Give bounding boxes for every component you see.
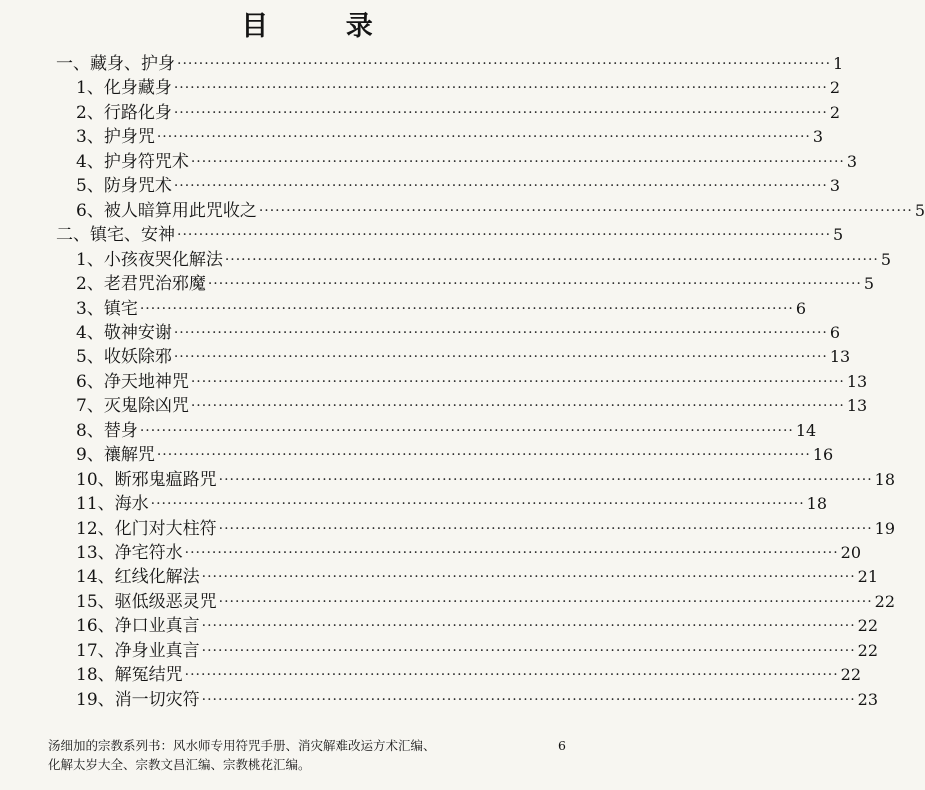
toc-page-number: 13 xyxy=(846,396,868,416)
toc-entry-label: 4、敬神安谢 xyxy=(76,322,172,343)
toc-entry-label: 12、化门对大柱符 xyxy=(76,518,217,539)
toc-entry xyxy=(76,370,868,394)
toc-entry-label: 3、护身咒 xyxy=(76,127,155,148)
toc-entry xyxy=(76,443,834,467)
page-number: 6 xyxy=(558,738,566,753)
toc-entry-label: 19、消一切灾符 xyxy=(76,689,200,710)
toc-page-number: 2 xyxy=(829,102,841,122)
toc-entry xyxy=(76,468,896,492)
dot-leader: ························································································································ xyxy=(177,227,832,244)
toc-entry-label: 2、行路化身 xyxy=(76,102,172,123)
toc-page-number: 2 xyxy=(829,78,841,98)
toc-entry xyxy=(76,639,879,663)
toc-entry xyxy=(76,272,875,296)
toc-page-number: 3 xyxy=(812,127,824,147)
toc-page-number: 14 xyxy=(795,420,817,440)
toc-entry xyxy=(76,419,817,443)
toc-entry xyxy=(76,297,807,321)
dot-leader: ························································································································ xyxy=(139,422,794,439)
toc-page-number: 23 xyxy=(857,689,879,709)
dot-leader: ························································································································ xyxy=(177,56,832,72)
toc-page-number: 5 xyxy=(833,225,844,245)
toc-entry-label: 6、被人暗算用此咒收之 xyxy=(76,200,257,221)
dot-leader: ························································································································ xyxy=(224,251,879,268)
toc-entry-label: 5、防身咒术 xyxy=(76,176,172,197)
toc-entry xyxy=(76,688,879,712)
dot-leader: ························································································································ xyxy=(150,496,805,513)
toc-entry-label: 10、断邪鬼瘟路咒 xyxy=(76,469,217,490)
toc-entry xyxy=(76,492,828,516)
toc-section-heading xyxy=(56,223,844,247)
dot-leader: ························································································································ xyxy=(201,569,856,586)
dot-leader: ························································································································ xyxy=(258,202,913,219)
toc-page-number: 6 xyxy=(795,298,807,318)
dot-leader: ························································································································ xyxy=(173,349,828,366)
toc-entry-label: 7、灭鬼除凶咒 xyxy=(76,396,189,417)
toc-page-number: 5 xyxy=(863,274,875,294)
toc-entry-label: 3、镇宅 xyxy=(76,298,138,319)
dot-leader: ························································································································ xyxy=(218,520,873,537)
toc-page-number: 13 xyxy=(846,371,868,391)
toc-page-number: 19 xyxy=(874,518,896,538)
toc-page-number: 5 xyxy=(914,200,925,220)
toc-page-number: 3 xyxy=(846,151,858,171)
toc-page-number: 16 xyxy=(812,445,834,465)
dot-leader: ························································································································ xyxy=(207,276,862,293)
toc-page-number: 21 xyxy=(857,567,879,587)
dot-leader: ························································································································ xyxy=(201,618,856,635)
toc-entry-label: 1、小孩夜哭化解法 xyxy=(76,249,223,270)
toc-page-number: 3 xyxy=(829,176,841,196)
toc-page-number: 6 xyxy=(829,322,841,342)
toc-entry xyxy=(76,174,841,198)
toc-entry-label: 8、替身 xyxy=(76,420,138,441)
toc-entry-label: 15、驱低级恶灵咒 xyxy=(76,591,217,612)
toc-page-number: 22 xyxy=(857,616,879,636)
toc-entry xyxy=(76,101,841,125)
toc-section-heading xyxy=(56,52,844,76)
toc-entry-label: 4、护身符咒术 xyxy=(76,151,189,172)
toc-entry xyxy=(76,541,862,565)
dot-leader: ························································································································ xyxy=(156,129,811,146)
toc-page-number: 1 xyxy=(833,54,844,73)
toc-page-number: 20 xyxy=(840,543,862,562)
toc-entry-label: 16、净口业真言 xyxy=(76,616,200,637)
toc-entry xyxy=(76,248,892,272)
toc-entry-label: 11、海水 xyxy=(76,494,149,515)
footer-series-line-2: 化解太岁大全、宗教文昌汇编、宗教桃花汇编。 xyxy=(48,757,311,772)
dot-leader: ························································································································ xyxy=(190,398,845,415)
toc-entry-label: 5、收妖除邪 xyxy=(76,347,172,368)
dot-leader: ························································································································ xyxy=(218,471,873,488)
dot-leader: ························································································································ xyxy=(184,545,839,561)
dot-leader: ························································································································ xyxy=(184,667,839,684)
toc-entry xyxy=(76,199,925,223)
dot-leader: ························································································································ xyxy=(139,300,794,317)
dot-leader: ························································································································ xyxy=(156,447,811,464)
footer-series-line-1: 汤细加的宗教系列书：风水师专用符咒手册、消灾解难改运方术汇编、 xyxy=(48,738,436,753)
toc-entry xyxy=(76,76,841,100)
dot-leader: ························································································································ xyxy=(201,642,856,659)
dot-leader: ························································································································ xyxy=(190,373,845,390)
toc-page-number: 22 xyxy=(840,665,862,685)
dot-leader: ························································································································ xyxy=(190,153,845,170)
toc-entry-label: 13、净宅符水 xyxy=(76,543,183,563)
dot-leader: ························································································································ xyxy=(173,104,828,121)
toc-entry-label: 14、红线化解法 xyxy=(76,567,200,588)
toc-entry-label: 一、藏身、护身 xyxy=(56,54,175,74)
toc-page-number: 22 xyxy=(857,640,879,660)
toc-page-number: 18 xyxy=(874,469,896,489)
toc-page-number: 22 xyxy=(874,591,896,611)
toc-entry xyxy=(76,663,862,687)
dot-leader: ························································································································ xyxy=(173,324,828,341)
toc-entry xyxy=(76,565,879,589)
toc-entry xyxy=(76,150,858,174)
toc-entry-label: 17、净身业真言 xyxy=(76,640,200,661)
toc-entry xyxy=(76,517,896,541)
toc-page-number: 18 xyxy=(806,494,828,514)
dot-leader: ························································································································ xyxy=(173,80,828,97)
toc-entry-label: 二、镇宅、安神 xyxy=(56,225,175,246)
toc-page-number: 5 xyxy=(880,249,892,269)
toc-entry xyxy=(76,345,851,369)
dot-leader: ························································································································ xyxy=(173,178,828,195)
toc-entry xyxy=(76,614,879,638)
toc-entry-label: 2、老君咒治邪魔 xyxy=(76,274,206,295)
toc-page-number: 13 xyxy=(829,347,851,367)
toc-entry xyxy=(76,125,824,149)
toc-entry xyxy=(76,321,841,345)
dot-leader: ························································································································ xyxy=(218,593,873,610)
footer xyxy=(48,736,568,774)
toc-entry xyxy=(76,590,896,614)
toc-entry-label: 6、净天地神咒 xyxy=(76,371,189,392)
toc-entry xyxy=(76,394,868,418)
page-title: 目 录 xyxy=(241,11,407,42)
dot-leader: ························································································································ xyxy=(201,691,856,708)
toc-entry-label: 9、禳解咒 xyxy=(76,445,155,466)
toc-entry-label: 18、解冤结咒 xyxy=(76,665,183,686)
toc-entry-label: 1、化身藏身 xyxy=(76,78,172,99)
